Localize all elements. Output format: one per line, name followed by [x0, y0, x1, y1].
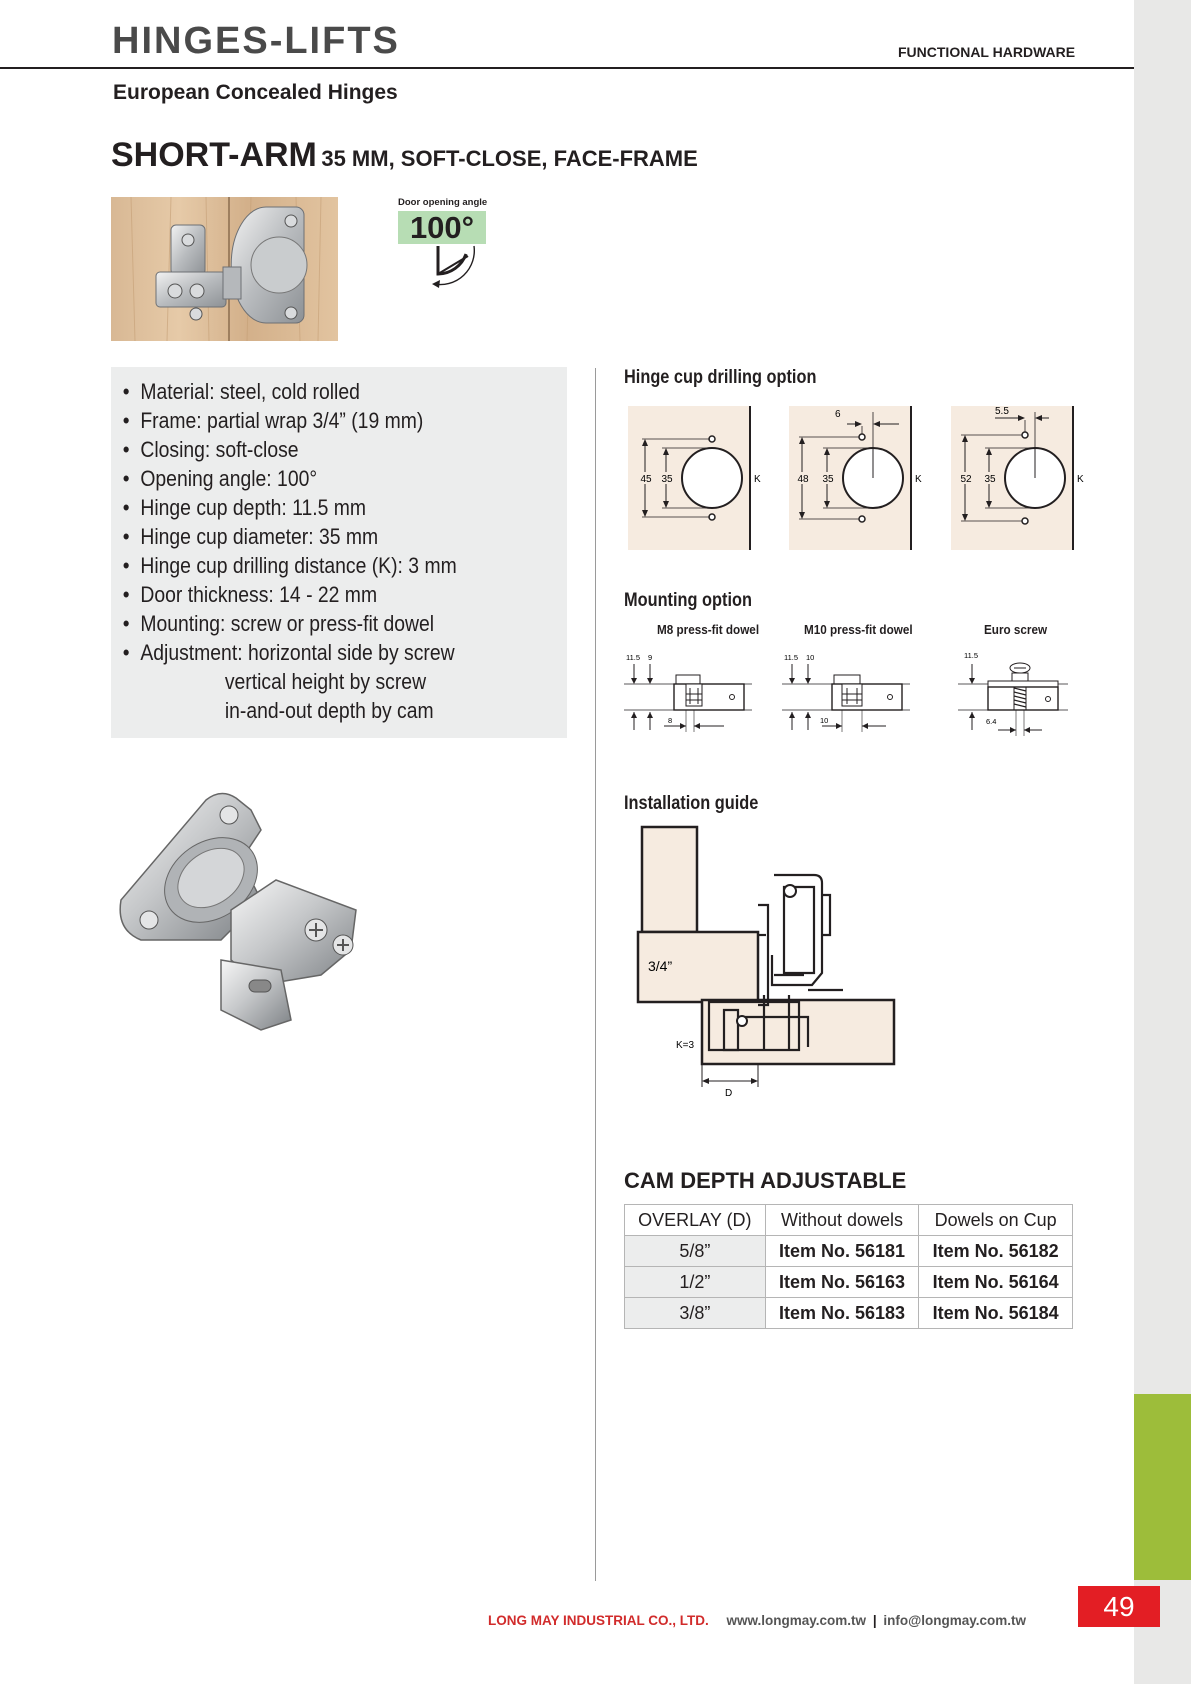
item-without-dowels: Item No. 56181	[765, 1236, 919, 1267]
drill-outer-label: 52	[960, 474, 972, 485]
column-header: OVERLAY (D)	[625, 1205, 766, 1236]
product-photo	[111, 197, 338, 341]
drill-outer-label: 48	[797, 474, 809, 485]
hinge-product-render	[111, 790, 381, 1020]
spec-item: • Mounting: screw or press-fit dowel	[121, 609, 513, 638]
drill-inner-label: 35	[661, 474, 673, 485]
drilling-heading: Hinge cup drilling option	[624, 367, 817, 388]
installation-heading: Installation guide	[624, 793, 759, 814]
drill-offset-label: 5.5	[995, 406, 1009, 417]
overlay-cell: 1/2”	[625, 1267, 766, 1298]
item-without-dowels: Item No. 56163	[765, 1267, 919, 1298]
spec-item: • Opening angle: 100°	[121, 464, 513, 493]
side-green-tab	[1134, 1394, 1191, 1580]
mount-bottom-label: 10	[820, 716, 829, 725]
product-title-main: SHORT-ARM	[111, 136, 317, 174]
product-title-sub: 35 MM, SOFT-CLOSE, FACE-FRAME	[321, 146, 698, 171]
mount-bottom-label: 8	[668, 716, 673, 725]
spec-item: • Hinge cup drilling distance (K): 3 mm	[121, 551, 513, 580]
footer	[488, 1613, 1026, 1628]
subsection-title: European Concealed Hinges	[113, 81, 398, 104]
column-header: Without dowels	[765, 1205, 919, 1236]
table-row	[625, 1267, 1073, 1298]
section-title: HINGES-LIFTS	[112, 20, 400, 62]
install-k-label: K=3	[676, 1040, 695, 1051]
mounting-label: M10 press-fit dowel	[804, 622, 913, 637]
spec-item: • Material: steel, cold rolled	[121, 377, 513, 406]
overlay-cell: 3/8”	[625, 1298, 766, 1329]
cam-depth-table	[624, 1204, 1073, 1329]
door-angle-caption: Door opening angle	[398, 197, 488, 208]
mounting-label: Euro screw	[984, 622, 1048, 637]
table-row	[625, 1236, 1073, 1267]
installation-diagram	[624, 825, 904, 1115]
table-row	[625, 1298, 1073, 1329]
spec-item: • Adjustment: horizontal side by screw	[121, 638, 513, 667]
drill-k-label: K	[1077, 474, 1084, 485]
install-d-label: D	[725, 1088, 733, 1099]
mounting-diagram	[958, 648, 1088, 738]
spec-list	[121, 377, 567, 725]
cam-table-title: CAM DEPTH ADJUSTABLE	[624, 1168, 907, 1193]
section-tag: FUNCTIONAL HARDWARE	[898, 44, 1076, 60]
mount-depth-label: 11.5	[784, 653, 799, 662]
spec-item: • Hinge cup depth: 11.5 mm	[121, 493, 513, 522]
header-rule	[0, 67, 1134, 69]
spec-item-continued: vertical height by screw	[224, 669, 427, 694]
drill-inner-label: 35	[822, 474, 834, 485]
footer-email-link[interactable]: info@longmay.com.tw	[883, 1613, 1027, 1628]
drilling-diagram	[789, 406, 922, 550]
spec-item: • Hinge cup diameter: 35 mm	[121, 522, 513, 551]
spec-item-continued: in-and-out depth by cam	[224, 698, 434, 723]
footer-website-link[interactable]: www.longmay.com.tw	[726, 1613, 867, 1628]
drilling-diagram	[951, 406, 1084, 550]
footer-company: LONG MAY INDUSTRIAL CO., LTD.	[488, 1613, 709, 1628]
item-dowels-on-cup: Item No. 56182	[919, 1236, 1073, 1267]
spec-box	[111, 367, 567, 738]
mount-bottom-label: 6.4	[986, 717, 997, 726]
footer-separator: |	[872, 1613, 877, 1628]
mount-depth-label: 11.5	[964, 651, 979, 660]
product-title	[111, 136, 698, 175]
item-dowels-on-cup: Item No. 56164	[919, 1267, 1073, 1298]
mounting-diagram	[624, 648, 754, 738]
spec-item: • Closing: soft-close	[121, 435, 513, 464]
overlay-cell: 5/8”	[625, 1236, 766, 1267]
mount-depth-label: 11.5	[626, 653, 641, 662]
page-number: 49	[1078, 1586, 1160, 1627]
spec-item: • Frame: partial wrap 3/4” (19 mm)	[121, 406, 513, 435]
mount-dowel-label: 9	[648, 653, 653, 662]
mount-dowel-label: 10	[806, 653, 815, 662]
door-angle-icon	[430, 244, 496, 289]
table-header-row	[625, 1205, 1073, 1236]
mounting-diagram	[782, 648, 912, 738]
item-dowels-on-cup: Item No. 56184	[919, 1298, 1073, 1329]
drilling-diagram	[628, 406, 761, 550]
drill-inner-label: 35	[984, 474, 996, 485]
drill-outer-label: 45	[640, 474, 652, 485]
door-angle-badge: 100°	[398, 211, 486, 244]
mounting-label: M8 press-fit dowel	[657, 622, 760, 637]
mounting-heading: Mounting option	[624, 590, 752, 611]
drill-offset-label: 6	[835, 409, 841, 420]
item-without-dowels: Item No. 56183	[765, 1298, 919, 1329]
column-header: Dowels on Cup	[919, 1205, 1073, 1236]
drill-k-label: K	[754, 474, 761, 485]
drill-k-label: K	[915, 474, 922, 485]
column-divider	[595, 368, 596, 1581]
install-frame-label: 3/4”	[648, 958, 673, 974]
spec-item: • Door thickness: 14 - 22 mm	[121, 580, 513, 609]
